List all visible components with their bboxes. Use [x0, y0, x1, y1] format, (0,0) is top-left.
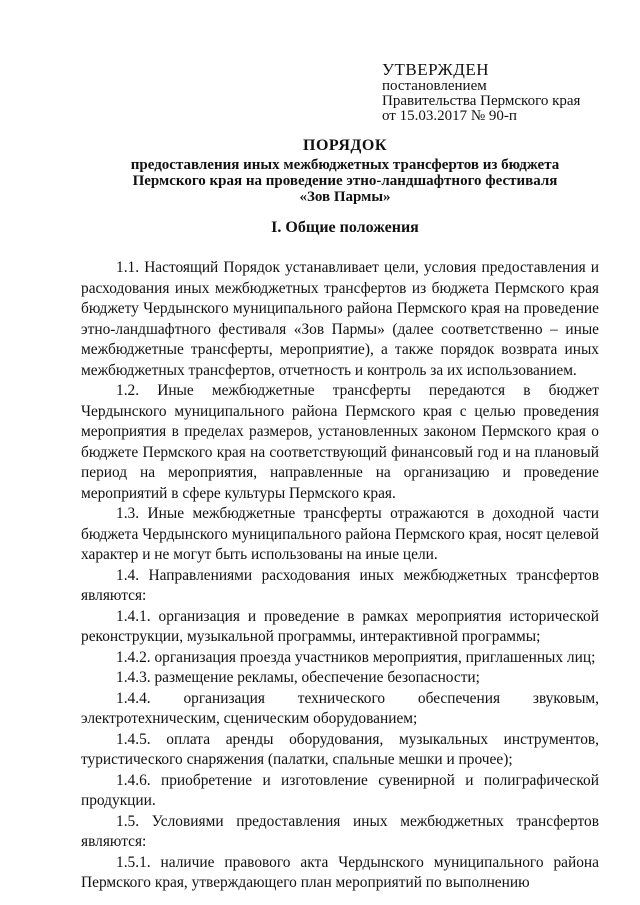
- paragraph-1-4-1: 1.4.1. организация и проведение в рамках мероприятия исторической реконструкции, музыкальной программы, интерактивной программы;: [81, 607, 599, 645]
- paragraph-1-2: 1.2. Иные межбюджетные трансферты передаются в бюджет Чердынского муниципального района Пермского края с целью проведения мероприятия в пределах размеров, установленных законом Пермского края о бюджете Пермского края на соответствующий финансовый год и на плановый период на мероприятия, направленные на организацию и проведение мероприятий в сфере культуры Пермского края.: [81, 382, 599, 502]
- document-body: [81, 258, 599, 894]
- paragraph-1-3: 1.3. Иные межбюджетные трансферты отражаются в доходной части бюджета Чердынского муниципального района Пермского края, носят целевой характер и не могут быть использованы на иные цели.: [81, 505, 599, 563]
- approval-line-resolution: постановлением: [382, 78, 487, 94]
- approval-line-date-number: от 15.03.2017 № 90-п: [382, 108, 517, 124]
- paragraph-1-4-3: 1.4.3. размещение рекламы, обеспечение безопасности;: [116, 669, 480, 686]
- subtitle-line-1: предоставления иных межбюджетных трансфертов из бюджета: [130, 157, 560, 173]
- paragraph-1-5-1: 1.5.1. наличие правового акта Чердынского муниципального района Пермского края, утверждающего план мероприятий по выполнению: [81, 853, 599, 891]
- paragraph-1-4-5: 1.4.5. оплата аренды оборудования, музыкальных инструментов, туристического снаряжения (палатки, спальные мешки и прочее);: [81, 730, 599, 768]
- paragraph-1-5: 1.5. Условиями предоставления иных межбюджетных трансфертов являются:: [81, 812, 599, 850]
- approval-stamp: [382, 60, 622, 124]
- approved-label: УТВЕРЖДЕН: [382, 60, 489, 79]
- paragraph-1-1: 1.1. Настоящий Порядок устанавливает цели, условия предоставления и расходования иных межбюджетных трансфертов из бюджета Пермского края бюджету Чердынского муниципального района Пермского края на проведение этно-ландшафтного фестиваля «Зов Пармы» (далее соответственно – иные межбюджетные трансферты, мероприятие), а также порядок возврата иных межбюджетных трансфертов, отчетность и контроль за их использованием.: [81, 259, 599, 379]
- approval-line-government: Правительства Пермского края: [382, 93, 581, 109]
- paragraph-1-4-6: 1.4.6. приобретение и изготовление сувенирной и полиграфической продукции.: [81, 771, 599, 809]
- subtitle-line-3: «Зов Пармы»: [299, 189, 391, 205]
- paragraph-1-4-4: 1.4.4. организация технического обеспечения звуковым, электротехническим, сценическим оборудованием;: [81, 689, 599, 727]
- document-title: ПОРЯДОК: [303, 137, 387, 154]
- paragraph-1-4-2: 1.4.2. организация проезда участников мероприятия, приглашенных лиц;: [116, 648, 596, 666]
- section-heading: I. Общие положения: [271, 219, 419, 236]
- document-subtitle: [60, 157, 630, 205]
- subtitle-line-2: Пермского края на проведение этно-ландшафтного фестиваля: [132, 173, 558, 189]
- paragraph-1-4: 1.4. Направлениями расходования иных межбюджетных трансфертов являются:: [81, 566, 599, 604]
